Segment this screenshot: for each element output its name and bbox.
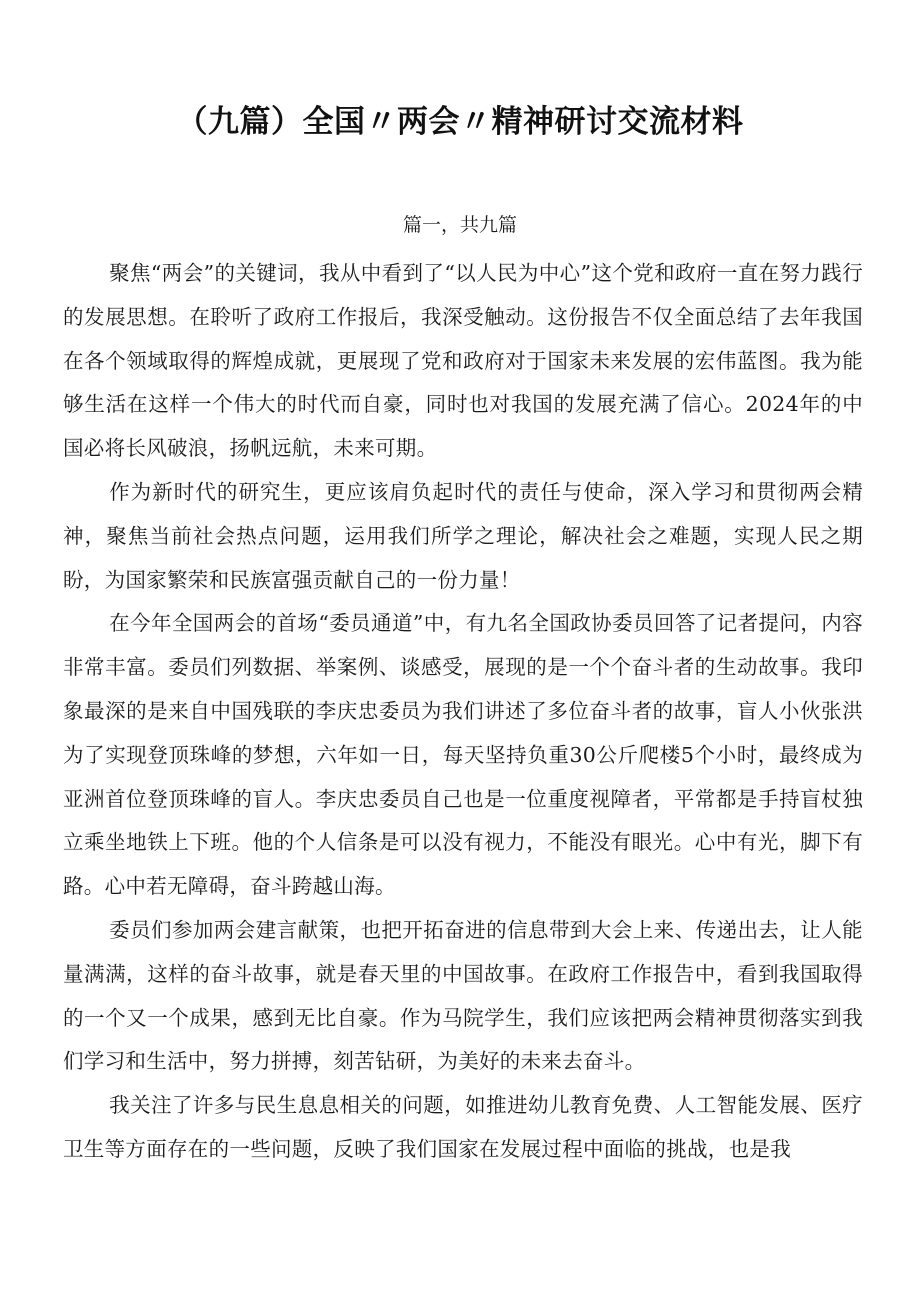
document-title: （九篇）全国〃两会〃精神研讨交流材料	[176, 104, 744, 140]
paragraph: 聚焦“两会”的关键词，我从中看到了“以人民为中心”这个党和政府一直在努力践行的发展思想。在聆听了政府工作报后，我深受触动。这份报告不仅全面总结了去年我国在各个领域取得的辉煌成就，更展现了党和政府对于国家未来发展的宏伟蓝图。我为能够生活在这样一个伟大的时代而自豪，同时也对我国的发展充满了信心。2024年的中国必将长风破浪，扬帆远航，未来可期。	[63, 261, 863, 461]
paragraph: 作为新时代的研究生，更应该肩负起时代的责任与使命，深入学习和贯彻两会精神，聚焦当前社会热点问题，运用我们所学之理论，解决社会之难题，实现人民之期盼，为国家繁荣和民族富强贡献自己的一份力量！	[63, 479, 863, 592]
paragraph: 委员们参加两会建言献策，也把开拓奋进的信息带到大会上来、传递出去，让人能量满满，这样的奋斗故事，就是春天里的中国故事。在政府工作报告中，看到我国取得的一个又一个成果，感到无比自豪。作为马院学生，我们应该把两会精神贯彻落实到我们学习和生活中，努力拼搏，刻苦钻研，为美好的未来去奋斗。	[63, 917, 863, 1074]
paragraph: 在今年全国两会的首场“委员通道”中，有九名全国政协委员回答了记者提问，内容非常丰富。委员们列数据、举案例、谈感受，展现的是一个个奋斗者的生动故事。我印象最深的是来自中国残联的李庆忠委员为我们讲述了多位奋斗者的故事，盲人小伙张洪为了实现登顶珠峰的梦想，六年如一日，每天坚持负重30公斤爬楼5个小时，最终成为亚洲首位登顶珠峰的盲人。李庆忠委员自己也是一位重度视障者，平常都是手持盲杖独立乘坐地铁上下班。他的个人信条是可以没有视力，不能没有眼光。心中有光，脚下有路。心中若无障碍，奋斗跨越山海。	[63, 611, 863, 899]
paragraph: 我关注了许多与民生息息相关的问题，如推进幼儿教育免费、人工智能发展、医疗卫生等方面存在的一些问题，反映了我们国家在发展过程中面临的挑战，也是我	[63, 1093, 863, 1161]
document-body	[63, 252, 863, 1172]
section-heading: 篇一，共九篇	[402, 214, 517, 236]
